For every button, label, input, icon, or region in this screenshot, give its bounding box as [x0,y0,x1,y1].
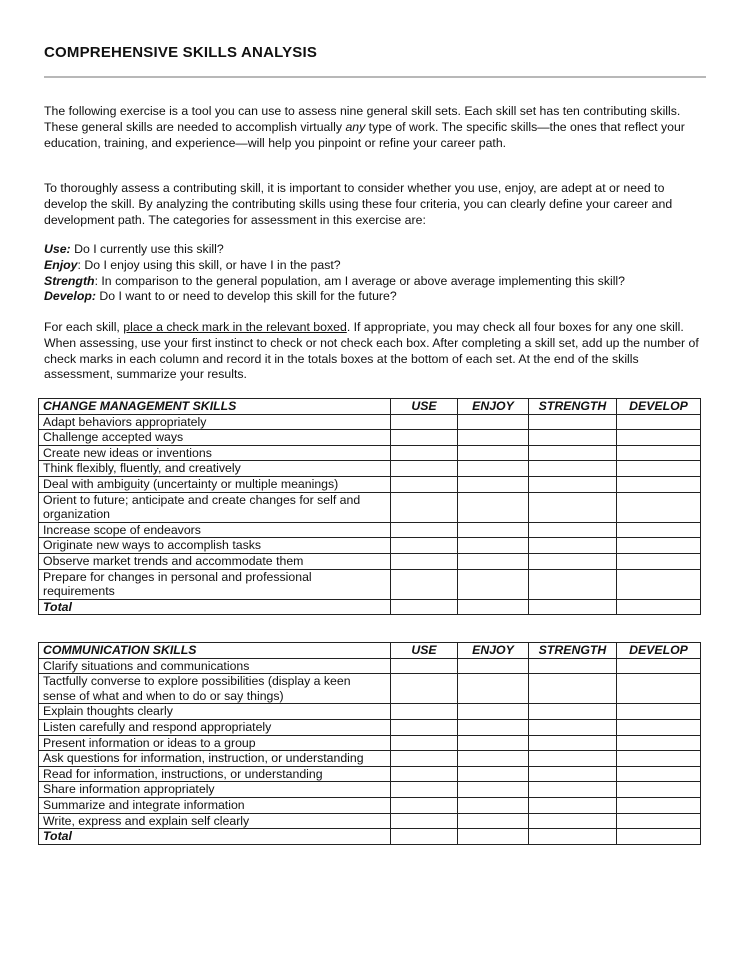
check-box-strength[interactable] [529,445,617,461]
table-row [39,538,701,554]
check-box-enjoy[interactable] [458,522,529,538]
check-box-enjoy[interactable] [458,658,529,674]
check-box-develop[interactable] [617,492,701,522]
check-box-develop[interactable] [617,704,701,720]
communication-table [38,642,701,845]
total-box-use[interactable] [391,599,458,615]
column-header-use: USE [391,643,458,659]
check-box-enjoy[interactable] [458,719,529,735]
total-box-strength[interactable] [529,829,617,845]
table-row [39,522,701,538]
table-row [39,813,701,829]
check-box-develop[interactable] [617,569,701,599]
check-box-strength[interactable] [529,797,617,813]
skill-label: Share information appropriately [39,782,391,798]
table-row [39,782,701,798]
skill-label: Originate new ways to accomplish tasks [39,538,391,554]
total-label: Total [39,829,391,845]
check-box-use[interactable] [391,538,458,554]
check-box-develop[interactable] [617,476,701,492]
check-box-use[interactable] [391,492,458,522]
check-box-strength[interactable] [529,766,617,782]
check-box-enjoy[interactable] [458,445,529,461]
check-box-use[interactable] [391,476,458,492]
check-box-use[interactable] [391,751,458,767]
check-box-develop[interactable] [617,735,701,751]
check-box-strength[interactable] [529,414,617,430]
column-header-use: USE [391,399,458,415]
table-row [39,414,701,430]
total-box-enjoy[interactable] [458,599,529,615]
skill-label: Orient to future; anticipate and create changes for self and organization [39,492,391,522]
check-box-use[interactable] [391,522,458,538]
check-box-strength[interactable] [529,674,617,704]
title-divider [44,76,706,78]
skill-label: Write, express and explain self clearly [39,813,391,829]
check-box-develop[interactable] [617,751,701,767]
table-row [39,476,701,492]
check-box-enjoy[interactable] [458,704,529,720]
table-row [39,797,701,813]
check-box-strength[interactable] [529,704,617,720]
column-header-enjoy: ENJOY [458,399,529,415]
change-management-table [38,398,701,615]
check-box-use[interactable] [391,658,458,674]
check-box-develop[interactable] [617,658,701,674]
check-box-develop[interactable] [617,430,701,446]
table-row [39,569,701,599]
check-box-enjoy[interactable] [458,461,529,477]
page-title: COMPREHENSIVE SKILLS ANALYSIS [44,44,318,61]
column-header-strength: STRENGTH [529,643,617,659]
intro-paragraph-2: To thoroughly assess a contributing skill, it is important to consider whether you use, enjoy, are adept at or need to develop the skill. By analyzing the contributing skills using these four criteria, you can clearly define your career and development path. The categories for assessment in this exercise are: [44,181,673,227]
check-box-use[interactable] [391,674,458,704]
check-box-enjoy[interactable] [458,476,529,492]
check-box-use[interactable] [391,569,458,599]
skill-label: Increase scope of endeavors [39,522,391,538]
instructions-paragraph: For each skill, place a check mark in the relevant boxed. If appropriate, you may check all four boxes for any one skill. When assessing, use your first instinct to check or not check each box. After completing a skill set, add up the number of check marks in each column and record it in the totals boxes at the bottom of each set. At the end of the skills assessment, summarize your results. [44,320,699,382]
skill-label: Challenge accepted ways [39,430,391,446]
column-header-develop: DEVELOP [617,643,701,659]
intro-emphasis: any [345,119,366,134]
check-box-enjoy[interactable] [458,782,529,798]
check-box-develop[interactable] [617,414,701,430]
check-box-develop[interactable] [617,461,701,477]
table-row [39,553,701,569]
skill-label: Read for information, instructions, or understanding [39,766,391,782]
check-box-enjoy[interactable] [458,797,529,813]
check-box-enjoy[interactable] [458,766,529,782]
total-row [39,599,701,615]
criteria-item-enjoy: Enjoy: Do I enjoy using this skill, or have I in the past? [44,257,341,272]
criteria-list [44,242,706,305]
check-box-strength[interactable] [529,735,617,751]
check-box-use[interactable] [391,461,458,477]
check-box-enjoy[interactable] [458,538,529,554]
check-box-strength[interactable] [529,430,617,446]
skill-label: Explain thoughts clearly [39,704,391,720]
table-row [39,674,701,704]
table-row [39,445,701,461]
check-box-use[interactable] [391,766,458,782]
check-box-enjoy[interactable] [458,751,529,767]
table-row [39,735,701,751]
check-box-develop[interactable] [617,782,701,798]
check-box-use[interactable] [391,445,458,461]
check-box-use[interactable] [391,430,458,446]
table-row [39,704,701,720]
total-box-develop[interactable] [617,829,701,845]
check-box-develop[interactable] [617,553,701,569]
skill-label: Create new ideas or inventions [39,445,391,461]
check-box-strength[interactable] [529,782,617,798]
check-box-develop[interactable] [617,445,701,461]
instructions-underlined: place a check mark in the relevant boxed [123,320,347,334]
skill-label: Ask questions for information, instruction, or understanding [39,751,391,767]
criteria-item-strength: Strength: In comparison to the general population, am I average or above average implementing this skill? [44,273,625,288]
table-row [39,492,701,522]
check-box-use[interactable] [391,735,458,751]
check-box-develop[interactable] [617,719,701,735]
criteria-item-develop: Develop: Do I want to or need to develop this skill for the future? [44,289,397,304]
total-row [39,829,701,845]
column-header-enjoy: ENJOY [458,643,529,659]
check-box-strength[interactable] [529,569,617,599]
skill-label: Clarify situations and communications [39,658,391,674]
check-box-enjoy[interactable] [458,492,529,522]
check-box-use[interactable] [391,553,458,569]
intro-paragraph-1: The following exercise is a tool you can use to assess nine general skill sets. Each skill set has ten contributing skills. These general skills are needed to accomplish virtually any type of work. The specific skills—the ones that reflect your education, training, and experience—will help you pinpoint or refine your career path. [44,104,685,150]
check-box-enjoy[interactable] [458,430,529,446]
check-box-strength[interactable] [529,522,617,538]
total-box-strength[interactable] [529,599,617,615]
check-box-use[interactable] [391,782,458,798]
check-box-develop[interactable] [617,522,701,538]
total-box-enjoy[interactable] [458,829,529,845]
skill-label: Tactfully converse to explore possibilities (display a keen sense of what and when to do or say things) [39,674,391,704]
check-box-strength[interactable] [529,658,617,674]
skill-set-header: COMMUNICATION SKILLS [39,643,391,659]
check-box-enjoy[interactable] [458,813,529,829]
skill-label: Present information or ideas to a group [39,735,391,751]
skill-label: Deal with ambiguity (uncertainty or multiple meanings) [39,476,391,492]
check-box-strength[interactable] [529,476,617,492]
check-box-use[interactable] [391,704,458,720]
check-box-use[interactable] [391,813,458,829]
total-box-develop[interactable] [617,599,701,615]
table-header-row [39,399,701,415]
check-box-use[interactable] [391,797,458,813]
check-box-strength[interactable] [529,461,617,477]
check-box-develop[interactable] [617,766,701,782]
check-box-strength[interactable] [529,751,617,767]
total-label: Total [39,599,391,615]
table-row [39,766,701,782]
check-box-enjoy[interactable] [458,553,529,569]
table-row [39,751,701,767]
skill-set-header: CHANGE MANAGEMENT SKILLS [39,399,391,415]
check-box-strength[interactable] [529,538,617,554]
check-box-enjoy[interactable] [458,414,529,430]
table-row [39,658,701,674]
skill-label: Think flexibly, fluently, and creatively [39,461,391,477]
check-box-strength[interactable] [529,553,617,569]
check-box-enjoy[interactable] [458,569,529,599]
table-row [39,430,701,446]
column-header-strength: STRENGTH [529,399,617,415]
check-box-develop[interactable] [617,813,701,829]
check-box-develop[interactable] [617,797,701,813]
total-box-use[interactable] [391,829,458,845]
check-box-enjoy[interactable] [458,735,529,751]
column-header-develop: DEVELOP [617,399,701,415]
check-box-develop[interactable] [617,538,701,554]
table-row [39,719,701,735]
skill-label: Prepare for changes in personal and professional requirements [39,569,391,599]
table-row [39,461,701,477]
check-box-enjoy[interactable] [458,674,529,704]
check-box-strength[interactable] [529,813,617,829]
check-box-use[interactable] [391,414,458,430]
table-header-row [39,643,701,659]
check-box-use[interactable] [391,719,458,735]
criteria-item-use: Use: Do I currently use this skill? [44,242,224,256]
skill-label: Summarize and integrate information [39,797,391,813]
check-box-strength[interactable] [529,492,617,522]
check-box-develop[interactable] [617,674,701,704]
check-box-strength[interactable] [529,719,617,735]
skill-label: Listen carefully and respond appropriately [39,719,391,735]
skill-label: Adapt behaviors appropriately [39,414,391,430]
skill-label: Observe market trends and accommodate them [39,553,391,569]
